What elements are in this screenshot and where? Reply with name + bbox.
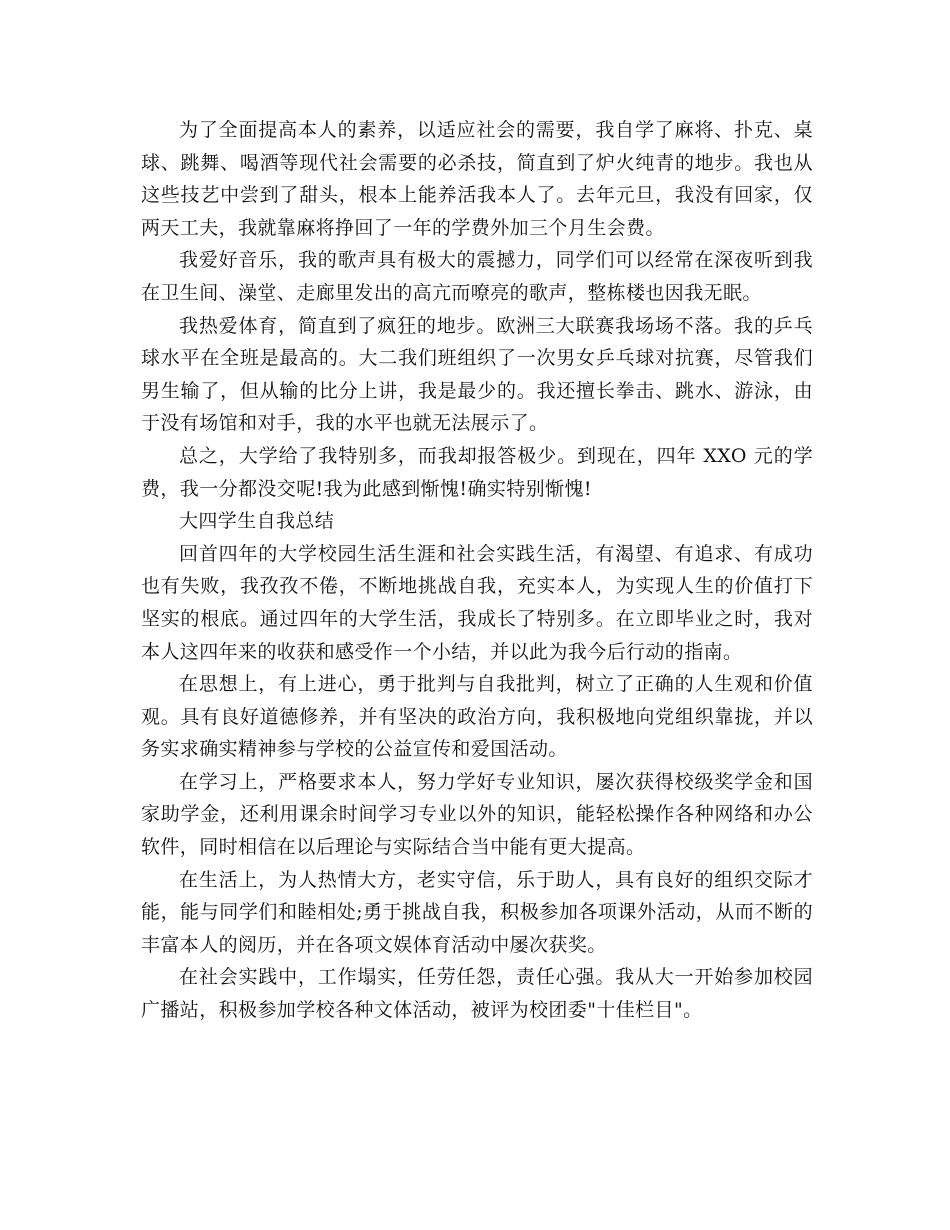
paragraph-music: 我爱好音乐，我的歌声具有极大的震撼力，同学们可以经常在深夜听到我在卫生间、澡堂、走廊里发出的高亢而嘹亮的歌声，整栋楼也因我无眠。 xyxy=(141,249,813,304)
paragraph-skills: 为了全面提高本人的素养，以适应社会的需要，我自学了麻将、扑克、桌球、跳舞、喝酒等现代社会需要的必杀技，简直到了炉火纯青的地步。我也从这些技艺中尝到了甜头，根本上能养活我本人了。去年元旦，我没有回家，仅两天工夫，我就靠麻将挣回了一年的学费外加三个月生会费。 xyxy=(141,119,813,239)
paragraph-practice: 在社会实践中，工作塌实，任劳任怨，责任心强。我从大一开始参加校园广播站，积极参加学校各种文体活动，被评为校团委"十佳栏目"。 xyxy=(141,966,813,1022)
paragraph-life: 在生活上，为人热情大方，老实守信，乐于助人，具有良好的组织交际才能，能与同学们和睦相处;勇于挑战自我，积极参加各项课外活动，从而不断的丰富本人的阅历，并在各项文娱体育活动中屡次获奖。 xyxy=(141,868,813,956)
paragraph-thought: 在思想上，有上进心，勇于批判与自我批判，树立了正确的人生观和价值观。具有良好道德修养，并有坚决的政治方向，我积极地向党组织靠拢，并以务实求确实精神参与学校的公益宣传和爱国活动。 xyxy=(141,673,813,761)
section-title: 大四学生自我总结 xyxy=(179,510,335,533)
document-body xyxy=(141,114,813,1027)
paragraph-sports: 我热爱体育，简直到了疯狂的地步。欧洲三大联赛我场场不落。我的乒乓球水平在全班是最高的。大二我们班组织了一次男女乒乓球对抗赛，尽管我们男生输了，但从输的比分上讲，我是最少的。我还擅长拳击、跳水、游泳，由于没有场馆和对手，我的水平也就无法展示了。 xyxy=(141,314,813,435)
paragraph-review: 回首四年的大学校园生活生涯和社会实践生活，有渴望、有追求、有成功也有失败，我孜孜不倦，不断地挑战自我，充实本人，为实现人生的价值打下坚实的根底。通过四年的大学生活，我成长了特别多。在立即毕业之时，我对本人这四年来的收获和感受作一个小结，并以此为我今后行动的指南。 xyxy=(141,542,813,663)
paragraph-conclusion: 总之，大学给了我特别多，而我却报答极少。到现在，四年 XXO 元的学费，我一分都没交呢!我为此感到惭愧!确实特别惭愧! xyxy=(141,444,813,500)
paragraph-study: 在学习上，严格要求本人，努力学好专业知识，屡次获得校级奖学金和国家助学金，还利用课余时间学习专业以外的知识，能轻松操作各种网络和办公软件，同时相信在以后理论与实际结合当中能有更大提高。 xyxy=(141,770,813,859)
